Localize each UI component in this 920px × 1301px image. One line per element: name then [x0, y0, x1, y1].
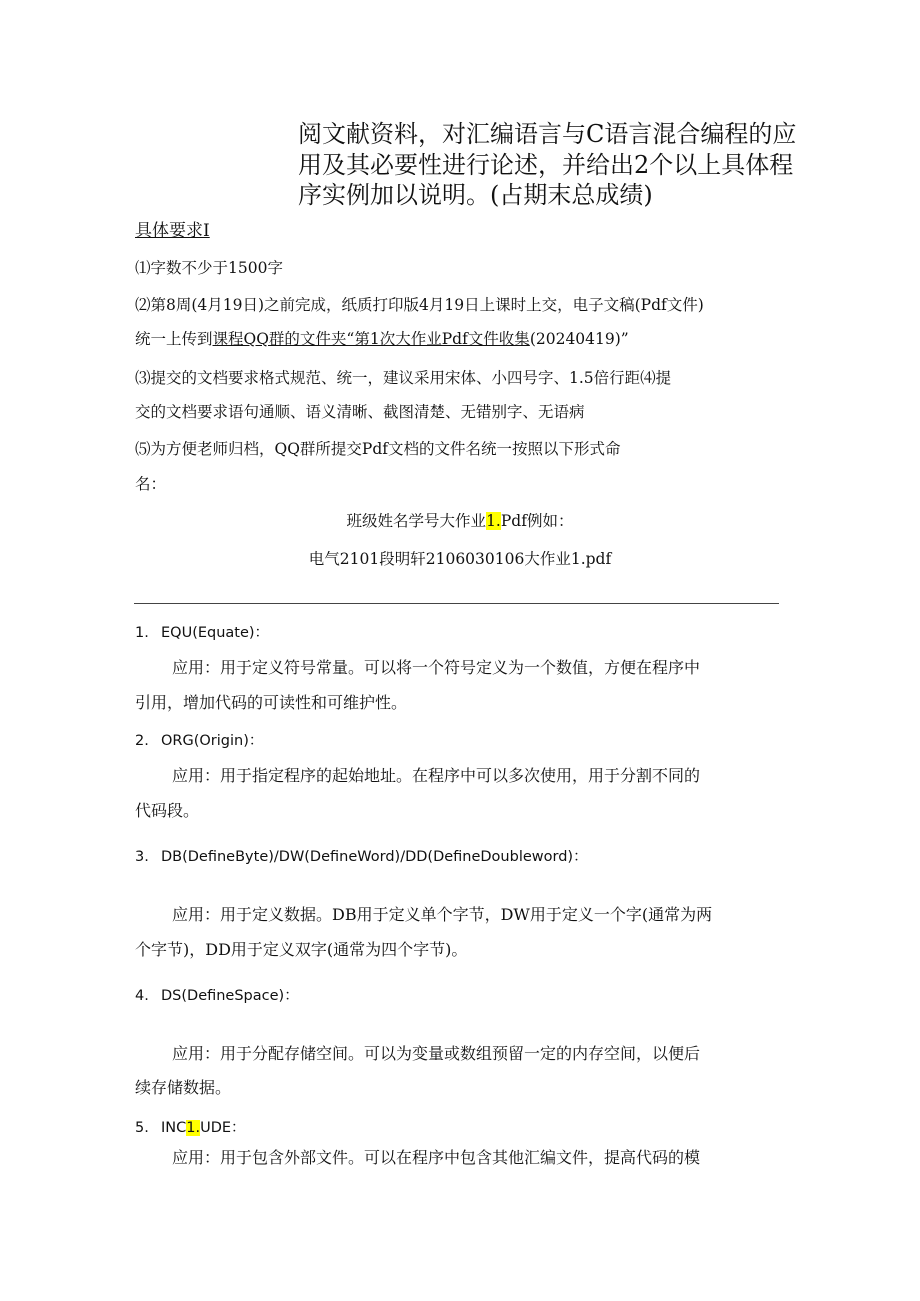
item-1-number: 1. — [135, 625, 149, 641]
item-1-title: EQU(Equate)： — [161, 625, 270, 641]
divider — [134, 603, 779, 604]
title-line-1: 阅文献资料，对汇编语言与C语言混合编程的应 — [298, 120, 797, 148]
requirement-2-line-2 — [135, 327, 629, 349]
item-4-number: 4. — [135, 988, 149, 1004]
requirement-2-line-1: ⑵第8周(4月19日)之前完成，纸质打印版4月19日上课时上交，电子文稿(Pdf文件) — [135, 296, 704, 314]
format-highlight: 1. — [486, 512, 501, 530]
item-1-line-1: 应用：用于定义符号常量。可以将一个符号定义为一个数值，方便在程序中 — [172, 658, 701, 677]
item-3-line-2: 个字节)，DD用于定义双字(通常为四个字节)。 — [135, 940, 468, 959]
filename-format — [0, 509, 920, 531]
format-suffix: Pdf例如： — [500, 512, 574, 530]
item-5-title-suffix: UDE： — [200, 1120, 246, 1136]
item-2-heading — [135, 729, 263, 750]
item-2-line-2: 代码段。 — [135, 801, 200, 820]
requirement-1: ⑴字数不少于1500字 — [135, 259, 283, 277]
item-2-number: 2. — [135, 733, 149, 749]
item-4-line-2: 续存储数据。 — [135, 1078, 232, 1097]
item-5-title-prefix: INC — [161, 1120, 187, 1136]
item-3-line-1: 应用：用于定义数据。DB用于定义单个字节，DW用于定义一个字(通常为两 — [172, 905, 713, 924]
item-5-title-highlight: 1. — [186, 1120, 201, 1136]
r2-suffix: (20240419)” — [529, 330, 629, 348]
item-4-line-1: 应用：用于分配存储空间。可以为变量或数组预留一定的内存空间，以便后 — [172, 1044, 701, 1063]
item-1-heading — [135, 621, 269, 642]
requirement-3-line-1: ⑶提交的文档要求格式规范、统一，建议采用宋体、小四号字、1.5倍行距⑷提 — [135, 369, 672, 387]
r2-prefix: 统一上传到 — [135, 330, 213, 348]
item-3-number: 3. — [135, 849, 149, 865]
title-line-2: 用及其必要性进行论述，并给出2个以上具体程 — [298, 151, 794, 179]
requirement-5-line-2: 名： — [135, 475, 167, 493]
filename-example: 电气2101段明轩2106030106大作业1.pdf — [308, 550, 612, 568]
item-5-line-1: 应用：用于包含外部文件。可以在程序中包含其他汇编文件，提高代码的模 — [172, 1148, 701, 1167]
item-5-heading — [135, 1116, 246, 1137]
requirement-3-line-2: 交的文档要求语句通顺、语义清晰、截图清楚、无错别字、无语病 — [135, 403, 585, 421]
format-prefix: 班级姓名学号大作业 — [346, 512, 487, 530]
requirements-heading: 具体要求I — [135, 221, 210, 241]
item-2-title: ORG(Origin)： — [161, 733, 264, 749]
title-line-3: 序实例加以说明。(占期末总成绩) — [298, 181, 653, 209]
item-5-number: 5. — [135, 1120, 149, 1136]
r2-underlined: 课程QQ群的文件夹“第1次大作业Pdf文件收集 — [212, 330, 530, 348]
item-3-heading — [135, 845, 588, 866]
item-4-heading — [135, 984, 299, 1005]
requirement-5-line-1: ⑸为方便老师归档，QQ群所提交Pdf文档的文件名统一按照以下形式命 — [135, 440, 621, 458]
item-4-title: DS(DefineSpace)： — [161, 988, 299, 1004]
item-1-line-2: 引用，增加代码的可读性和可维护性。 — [135, 693, 408, 712]
item-2-line-1: 应用：用于指定程序的起始地址。在程序中可以多次使用，用于分割不同的 — [172, 766, 701, 785]
item-3-title: DB(DefineByte)/DW(DefineWord)/DD(DefineDoubleword)： — [161, 849, 588, 865]
